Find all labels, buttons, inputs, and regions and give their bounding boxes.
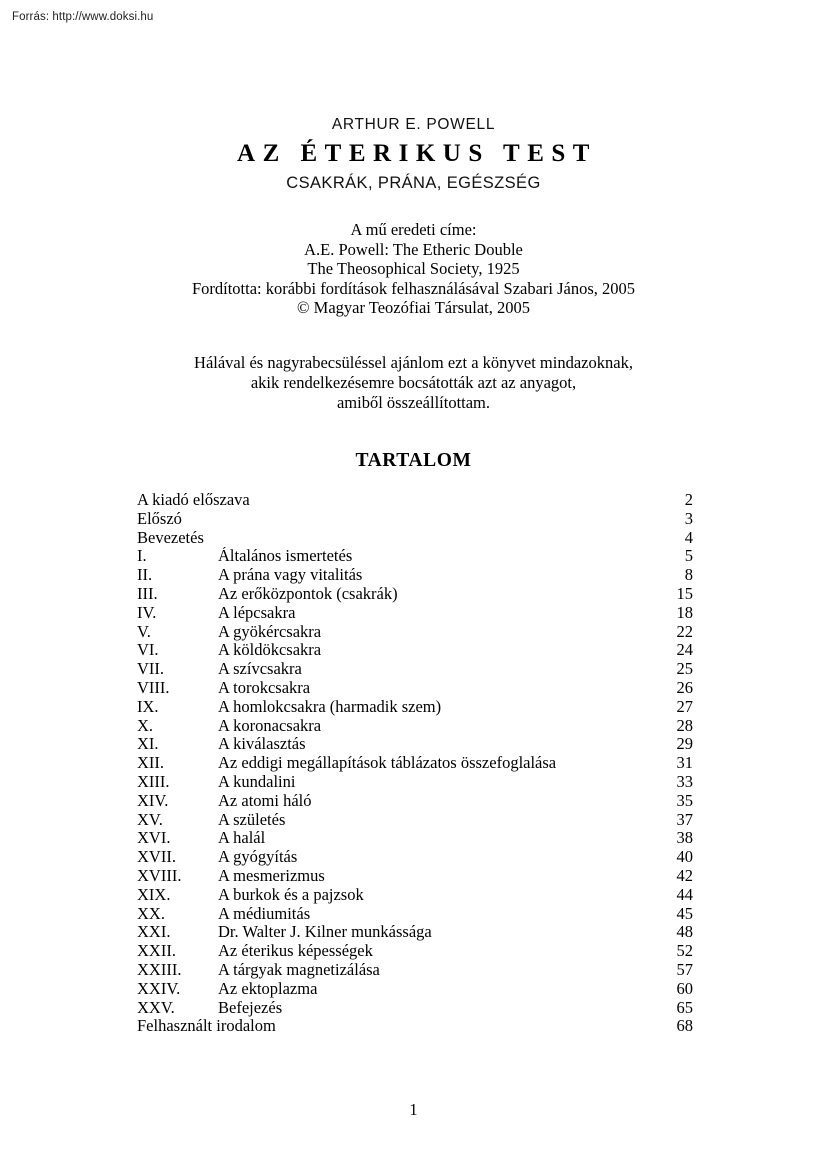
toc-chapter-number: I. [137,546,147,566]
imprint-line: The Theosophical Society, 1925 [307,259,520,279]
toc-row[interactable] [137,792,693,811]
toc-row[interactable] [137,811,693,830]
author-name: ARTHUR E. POWELL [331,116,496,133]
footer-page-number: 1 [409,1100,418,1119]
toc-page-number: 57 [676,959,693,979]
toc-page-number: 2 [684,490,693,509]
toc-chapter-number: XXIV. [137,978,181,998]
contents-heading: TARTALOM [355,450,472,471]
toc-chapter-number: XXI. [137,922,171,942]
toc-page-number: 24 [676,640,693,660]
toc-page-number: 33 [676,771,693,791]
toc-entry-label[interactable]: Dr. Walter J. Kilner munkássága [218,923,432,942]
toc-entry-label[interactable]: A homlokcsakra (harmadik szem) [218,697,442,716]
toc-chapter-number: XXV. [137,997,175,1017]
book-title: AZ ÉTERIKUS TEST [237,140,597,167]
toc-row[interactable] [137,529,693,548]
toc-entry-label[interactable]: A halál [218,829,266,848]
toc-entry-label[interactable]: A mesmerizmus [218,866,325,885]
toc-row[interactable] [137,717,693,736]
toc-entry-label[interactable]: A koronacsakra [218,716,322,735]
toc-entry-label[interactable]: A tárgyak magnetizálása [218,960,380,979]
toc-page-number: 5 [684,546,693,566]
toc-page-number: 35 [676,790,693,810]
toc-entry-label[interactable]: Az éterikus képességek [218,942,373,961]
toc-row[interactable] [137,547,693,566]
toc-page-number: 18 [676,602,693,622]
toc-chapter-number: XX. [137,903,165,923]
toc-row[interactable] [137,491,693,510]
toc-page-number: 48 [676,922,693,942]
toc-page-number: 40 [676,847,693,867]
toc-entry-label[interactable]: A köldökcsakra [218,641,322,660]
toc-page-number: 38 [676,828,693,848]
toc-chapter-number: XXII. [137,941,176,961]
toc-row[interactable] [137,679,693,698]
toc-chapter-number: XIX. [137,884,171,904]
toc-chapter-number: VII. [137,659,165,679]
toc-entry-label[interactable]: A médiumitás [218,904,311,923]
toc-row[interactable] [137,698,693,717]
toc-entry-label[interactable]: A lépcsakra [218,603,296,622]
toc-chapter-number: XII. [137,753,165,773]
toc-chapter-number: XVII. [137,847,176,867]
toc-row[interactable] [137,510,693,529]
toc-row[interactable] [137,773,693,792]
toc-page-number: 44 [676,884,693,904]
imprint-block [0,220,827,318]
toc-entry-label[interactable]: Befejezés [218,998,283,1017]
toc-row[interactable] [137,566,693,585]
toc-chapter-number: XVIII. [137,865,182,885]
toc-chapter-number: IX. [137,696,159,716]
toc-chapter-number: VI. [137,640,159,660]
toc-row[interactable] [137,735,693,754]
toc-page-number: 3 [684,508,693,528]
toc-entry-label[interactable]: Előszó [137,509,182,528]
toc-chapter-number: IV. [137,602,157,622]
toc-chapter-number: XIII. [137,771,170,791]
toc-row[interactable] [137,604,693,623]
toc-page-number: 4 [684,527,693,547]
toc-row[interactable] [137,660,693,679]
title-block [0,115,827,194]
toc-page-number: 45 [676,903,693,923]
toc-chapter-number: X. [137,715,154,735]
toc-row[interactable] [137,829,693,848]
toc-page-number: 25 [676,659,693,679]
dedication-line: Hálával és nagyrabecsüléssel ajánlom ezt a könyvet mindazoknak, [194,353,633,372]
toc-page-number: 31 [676,753,693,773]
toc-chapter-number: VIII. [137,677,170,697]
toc-chapter-number: XI. [137,734,159,754]
toc-entry-label[interactable]: Az erőközpontok (csakrák) [218,584,398,603]
toc-page-number: 28 [676,715,693,735]
toc-row[interactable] [137,999,693,1018]
toc-page-number: 60 [676,978,693,998]
toc-entry-label[interactable]: Felhasznált irodalom [137,1017,276,1036]
toc-chapter-number: XV. [137,809,163,829]
toc-row[interactable] [137,961,693,980]
toc-page-number: 26 [676,677,693,697]
toc-row[interactable] [137,585,693,604]
toc-row[interactable] [137,923,693,942]
table-of-contents [137,491,693,1036]
toc-row[interactable] [137,886,693,905]
toc-page-number: 29 [676,734,693,754]
toc-page-number: 8 [684,565,693,585]
toc-page-number: 22 [676,621,693,641]
toc-page-number: 37 [676,809,693,829]
toc-row[interactable] [137,754,693,773]
toc-entry-label[interactable]: Az eddigi megállapítások táblázatos összefoglalása [218,754,557,773]
dedication-line: akik rendelkezésemre bocsátották azt az anyagot, [250,372,577,392]
dedication-line: amiből összeállítottam. [336,392,491,412]
toc-chapter-number: III. [137,583,158,603]
toc-page-number: 42 [676,865,693,885]
imprint-line: A mű eredeti címe: [350,220,477,239]
toc-row[interactable] [137,867,693,886]
toc-row[interactable] [137,942,693,961]
toc-chapter-number: XIV. [137,790,169,810]
toc-entry-label[interactable]: Általános ismertetés [218,547,353,566]
imprint-line: © Magyar Teozófiai Társulat, 2005 [297,298,530,318]
toc-page-number: 27 [676,696,693,716]
toc-entry-label[interactable]: A prána vagy vitalitás [218,566,363,585]
source-watermark: Forrás: http://www.doksi.hu [12,11,154,23]
toc-entry-label[interactable]: Az ektoplazma [218,979,318,998]
toc-row[interactable] [137,905,693,924]
toc-page-number: 65 [676,997,693,1017]
toc-entry-label[interactable]: A gyökércsakra [218,622,322,641]
toc-row[interactable] [137,980,693,999]
imprint-line: Fordította: korábbi fordítások felhasználásával Szabari János, 2005 [191,278,636,298]
dedication-block [0,353,827,412]
toc-entry-label[interactable]: A gyógyítás [218,848,298,867]
toc-chapter-number: XXIII. [137,959,182,979]
toc-entry-label[interactable]: A kiadó előszava [137,491,250,509]
toc-row[interactable] [137,623,693,642]
toc-chapter-number: II. [137,565,153,585]
toc-entry-label[interactable]: A kundalini [218,772,296,791]
toc-chapter-number: XVI. [137,828,171,848]
toc-row[interactable] [137,1017,693,1036]
toc-entry-label[interactable]: Bevezetés [137,528,204,547]
book-subtitle: CSAKRÁK, PRÁNA, EGÉSZSÉG [286,174,541,192]
toc-page-number: 68 [676,1016,693,1036]
toc-entry-label[interactable]: A kiválasztás [218,735,306,754]
imprint-line: A.E. Powell: The Etheric Double [304,239,523,259]
toc-row[interactable] [137,848,693,867]
toc-entry-label[interactable]: A szívcsakra [218,660,302,679]
toc-page-number: 52 [676,941,693,961]
toc-chapter-number: V. [137,621,151,641]
toc-entry-label[interactable]: A születés [218,810,286,829]
toc-entry-label[interactable]: A burkok és a pajzsok [218,885,364,904]
toc-page-number: 15 [676,583,693,603]
toc-row[interactable] [137,641,693,660]
toc-entry-label[interactable]: A torokcsakra [218,678,311,697]
toc-entry-label[interactable]: Az atomi háló [218,791,312,810]
